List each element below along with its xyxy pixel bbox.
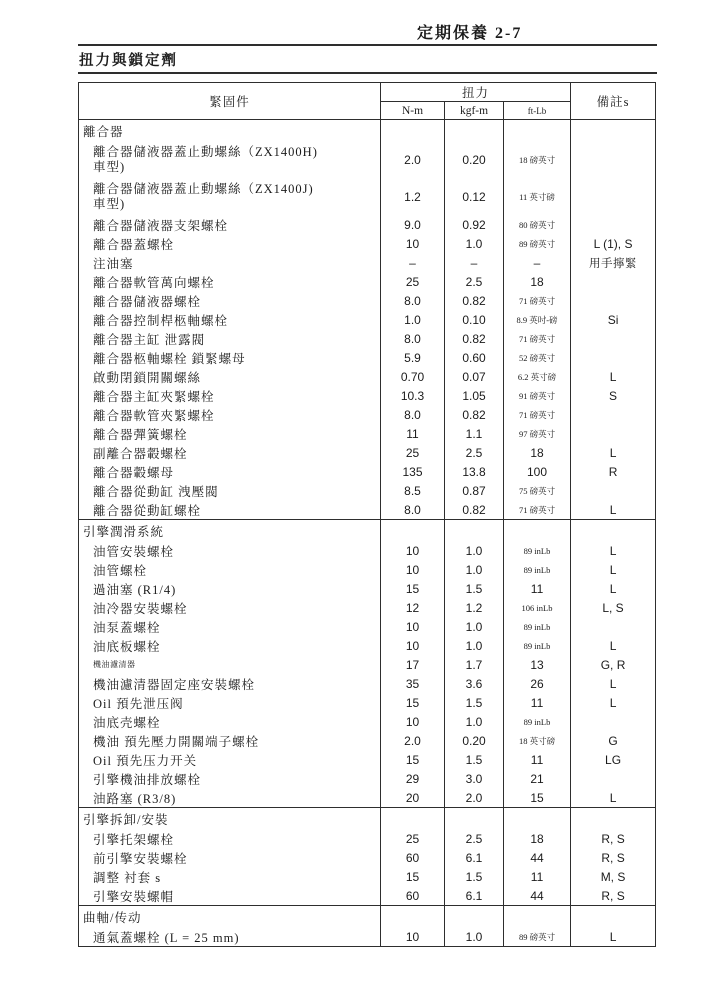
remark-cell: L (609, 676, 617, 691)
nm-empty-cell (381, 808, 445, 830)
fastener-name-cell: 機油 預先壓力開關端子螺栓 (79, 731, 381, 750)
ftlb-value-cell: 6.2 英寸磅 (504, 367, 571, 386)
fastener-row (79, 272, 656, 291)
torque-table (78, 82, 656, 947)
fastener-row (79, 253, 656, 272)
fastener-name-cell: 通氣蓋螺栓 (L = 25 mm) (79, 927, 381, 947)
fastener-name-cell: 離合器軟管萬向螺栓 (79, 272, 381, 291)
kgfm-empty-cell (445, 808, 504, 830)
remark-cell (571, 424, 656, 443)
fastener-row (79, 693, 656, 712)
kgfm-value-cell: 0.07 (445, 367, 504, 386)
section-header-row (79, 120, 656, 142)
remark-cell: LG (605, 752, 622, 767)
remark-cell (571, 769, 656, 788)
kgfm-value-cell: 1.5 (445, 579, 504, 598)
fastener-name-cell: 離合器從動缸螺栓 (79, 500, 381, 520)
header-rule-bottom (78, 72, 657, 74)
fastener-row (79, 655, 656, 674)
kgfm-value-cell: 0.12 (445, 178, 504, 215)
kgfm-value-cell: 1.0 (445, 560, 504, 579)
ftlb-value-cell: 97 磅英寸 (504, 424, 571, 443)
remark-cell: R (608, 464, 618, 479)
kgfm-value-cell: 6.1 (445, 848, 504, 867)
nm-empty-cell (381, 906, 445, 928)
remark-cell: L (609, 581, 617, 596)
remark-cell: S (609, 388, 618, 403)
nm-value-cell: 10 (381, 712, 445, 731)
kgfm-value-cell: 1.0 (445, 234, 504, 253)
remark-cell: L (609, 562, 617, 577)
nm-value-cell: 2.0 (381, 141, 445, 178)
fastener-name-cell: 啟動閉鎖開關螺絲 (79, 367, 381, 386)
kgfm-value-cell: 0.60 (445, 348, 504, 367)
remark-empty-cell (571, 906, 656, 928)
nm-value-cell: 10 (381, 617, 445, 636)
fastener-name-cell: 前引擎安裝螺栓 (79, 848, 381, 867)
fastener-name-cell: Oil 預先压力开关 (79, 750, 381, 769)
fastener-name-cell: 離合器儲液器支架螺栓 (79, 215, 381, 234)
ftlb-value-cell: 106 inLb (504, 598, 571, 617)
fastener-name-cell: Oil 預先泄压阀 (79, 693, 381, 712)
kgfm-value-cell: 1.1 (445, 424, 504, 443)
nm-value-cell: 8.0 (381, 291, 445, 310)
ftlb-value-cell: 71 磅英寸 (504, 291, 571, 310)
ftlb-value-cell: 44 (504, 848, 571, 867)
nm-value-cell: 15 (381, 867, 445, 886)
fastener-name-cell: 油管螺栓 (79, 560, 381, 579)
remark-cell: G, R (600, 657, 626, 672)
ftlb-value-cell: 71 磅英寸 (504, 500, 571, 520)
nm-value-cell: 29 (381, 769, 445, 788)
fastener-name-cell: 引擎托架螺栓 (79, 829, 381, 848)
remark-cell (571, 481, 656, 500)
fastener-row (79, 367, 656, 386)
fastener-row (79, 386, 656, 405)
header-rule-top (78, 44, 657, 46)
ftlb-value-cell: 11 英寸磅 (504, 178, 571, 215)
fastener-name-cell: 離合器彈簧螺栓 (79, 424, 381, 443)
col-header-fastener: 緊固件 (79, 83, 381, 120)
kgfm-value-cell: 0.10 (445, 310, 504, 329)
ftlb-value-cell: 26 (504, 674, 571, 693)
fastener-row (79, 674, 656, 693)
ftlb-value-cell: 11 (504, 579, 571, 598)
kgfm-value-cell: 2.5 (445, 272, 504, 291)
fastener-name-cell: 油底板螺栓 (79, 636, 381, 655)
nm-value-cell: 15 (381, 693, 445, 712)
ftlb-value-cell: 75 磅英寸 (504, 481, 571, 500)
section-header-row (79, 520, 656, 542)
section-header-row (79, 906, 656, 928)
fastener-name-cell: 引擎機油排放螺栓 (79, 769, 381, 788)
kgfm-value-cell: 1.0 (445, 927, 504, 947)
nm-value-cell: 0.70 (381, 367, 445, 386)
fastener-row (79, 481, 656, 500)
fastener-name-cell: 離合器從動缸 洩壓閥 (79, 481, 381, 500)
fastener-row (79, 867, 656, 886)
fastener-row (79, 712, 656, 731)
ftlb-empty-cell (504, 906, 571, 928)
fastener-row (79, 788, 656, 808)
fastener-name-cell: 機油濾清器固定座安裝螺栓 (79, 674, 381, 693)
nm-value-cell: 25 (381, 829, 445, 848)
kgfm-value-cell: 0.82 (445, 405, 504, 424)
section-name-cell: 引擎拆卸/安裝 (79, 808, 381, 830)
kgfm-value-cell: 0.20 (445, 731, 504, 750)
nm-value-cell: 15 (381, 579, 445, 598)
nm-value-cell: 10 (381, 927, 445, 947)
fastener-row (79, 927, 656, 947)
nm-value-cell: 15 (381, 750, 445, 769)
fastener-row (79, 443, 656, 462)
kgfm-value-cell: 2.5 (445, 829, 504, 848)
fastener-name-cell: 離合器蓋螺栓 (79, 234, 381, 253)
section-name-cell: 引擎潤滑系統 (79, 520, 381, 542)
kgfm-value-cell: 1.5 (445, 693, 504, 712)
page-title: 定期保養 2-7 (417, 25, 523, 42)
fastener-name-cell: 離合器儲液器螺栓 (79, 291, 381, 310)
fastener-row (79, 731, 656, 750)
fastener-row (79, 178, 656, 215)
remark-cell: L, S (602, 600, 624, 615)
fastener-name-cell: 離合器儲液器蓋止動螺絲（ZX1400J) 車型) (79, 178, 381, 215)
fastener-row (79, 769, 656, 788)
kgfm-value-cell: 1.0 (445, 636, 504, 655)
nm-value-cell: 135 (381, 462, 445, 481)
ftlb-empty-cell (504, 120, 571, 142)
ftlb-value-cell: 71 磅英寸 (504, 329, 571, 348)
fastener-name-cell: 油冷器安裝螺栓 (79, 598, 381, 617)
section-header-row (79, 808, 656, 830)
ftlb-empty-cell (504, 520, 571, 542)
kgfm-value-cell: 1.5 (445, 867, 504, 886)
ftlb-value-cell: 44 (504, 886, 571, 906)
torque-table-header (79, 83, 656, 120)
fastener-name-cell: 機油濾清器 (79, 655, 381, 674)
ftlb-value-cell: 91 磅英寸 (504, 386, 571, 405)
kgfm-value-cell: 0.92 (445, 215, 504, 234)
nm-value-cell: 20 (381, 788, 445, 808)
fastener-row (79, 829, 656, 848)
fastener-name-cell: 油泵蓋螺栓 (79, 617, 381, 636)
kgfm-value-cell: 2.0 (445, 788, 504, 808)
fastener-row (79, 579, 656, 598)
fastener-row (79, 636, 656, 655)
remark-cell: L (609, 695, 617, 710)
fastener-row (79, 560, 656, 579)
remark-cell: L (609, 445, 617, 460)
nm-value-cell: 17 (381, 655, 445, 674)
remark-cell: M, S (600, 869, 626, 884)
ftlb-value-cell: 89 inLb (504, 636, 571, 655)
remark-cell: L (609, 543, 617, 558)
remark-cell: L (609, 929, 617, 944)
kgfm-value-cell: 0.20 (445, 141, 504, 178)
fastener-row (79, 848, 656, 867)
fastener-name-cell: 離合器轂螺母 (79, 462, 381, 481)
ftlb-value-cell: 18 (504, 829, 571, 848)
nm-value-cell: 11 (381, 424, 445, 443)
kgfm-value-cell: 1.05 (445, 386, 504, 405)
fastener-row (79, 348, 656, 367)
nm-empty-cell (381, 120, 445, 142)
col-header-nm: N-m (381, 102, 445, 120)
nm-value-cell: 10 (381, 636, 445, 655)
ftlb-value-cell: 89 磅英寸 (504, 927, 571, 947)
kgfm-value-cell: 3.6 (445, 674, 504, 693)
remark-cell: R, S (601, 831, 625, 846)
nm-value-cell: 60 (381, 848, 445, 867)
remark-cell: L (1), S (593, 236, 633, 251)
fastener-row (79, 424, 656, 443)
remark-cell (571, 291, 656, 310)
ftlb-value-cell: 89 inLb (504, 560, 571, 579)
ftlb-value-cell: 89 inLb (504, 712, 571, 731)
kgfm-value-cell: 0.82 (445, 329, 504, 348)
fastener-name-cell: 調整 衬套 s (79, 867, 381, 886)
remark-empty-cell (571, 520, 656, 542)
remark-cell (571, 712, 656, 731)
ftlb-value-cell: 71 磅英寸 (504, 405, 571, 424)
nm-value-cell: 8.0 (381, 500, 445, 520)
kgfm-value-cell: 3.0 (445, 769, 504, 788)
remark-cell (571, 329, 656, 348)
header-row-top (79, 83, 656, 102)
kgfm-empty-cell (445, 520, 504, 542)
ftlb-value-cell: 11 (504, 693, 571, 712)
ftlb-value-cell: 13 (504, 655, 571, 674)
kgfm-empty-cell (445, 906, 504, 928)
nm-value-cell: 8.5 (381, 481, 445, 500)
fastener-row (79, 329, 656, 348)
fastener-row (79, 310, 656, 329)
remark-cell: R, S (601, 850, 625, 865)
fastener-row (79, 234, 656, 253)
nm-value-cell: – (381, 253, 445, 272)
kgfm-empty-cell (445, 120, 504, 142)
ftlb-value-cell: 89 inLb (504, 541, 571, 560)
ftlb-value-cell: 89 inLb (504, 617, 571, 636)
fastener-name-cell: 離合器軟管夾緊螺栓 (79, 405, 381, 424)
torque-table-body (79, 120, 656, 947)
fastener-name-cell: 離合器主缸 泄露閥 (79, 329, 381, 348)
fastener-row (79, 598, 656, 617)
nm-value-cell: 9.0 (381, 215, 445, 234)
ftlb-value-cell: 80 磅英寸 (504, 215, 571, 234)
fastener-name-cell: 離合器儲液器蓋止動螺絲（ZX1400H) 車型) (79, 141, 381, 178)
nm-value-cell: 25 (381, 443, 445, 462)
nm-value-cell: 35 (381, 674, 445, 693)
nm-value-cell: 10 (381, 541, 445, 560)
fastener-row (79, 405, 656, 424)
remark-cell (571, 405, 656, 424)
fastener-name-cell: 離合器主缸夾緊螺栓 (79, 386, 381, 405)
kgfm-value-cell: 1.5 (445, 750, 504, 769)
fastener-row (79, 500, 656, 520)
ftlb-value-cell: 18 (504, 443, 571, 462)
col-header-remarks: 備註s (571, 83, 656, 120)
kgfm-value-cell: 1.0 (445, 712, 504, 731)
section-name-cell: 離合器 (79, 120, 381, 142)
fastener-name-cell: 離合器控制桿柩軸螺栓 (79, 310, 381, 329)
col-header-torque: 扭力 (381, 83, 571, 102)
fastener-row (79, 215, 656, 234)
ftlb-value-cell: 18 磅英寸 (504, 141, 571, 178)
remark-empty-cell (571, 120, 656, 142)
remark-cell (571, 617, 656, 636)
kgfm-value-cell: – (445, 253, 504, 272)
section-name-cell: 曲軸/传动 (79, 906, 381, 928)
remark-cell (571, 272, 656, 291)
kgfm-value-cell: 6.1 (445, 886, 504, 906)
remark-cell: L (609, 790, 617, 805)
nm-value-cell: 5.9 (381, 348, 445, 367)
kgfm-value-cell: 0.87 (445, 481, 504, 500)
remark-cell: L (609, 638, 617, 653)
fastener-name-cell: 油路塞 (R3/8) (79, 788, 381, 808)
nm-value-cell: 8.0 (381, 405, 445, 424)
ftlb-value-cell: – (504, 253, 571, 272)
remark-cell: L (609, 369, 617, 384)
nm-empty-cell (381, 520, 445, 542)
ftlb-value-cell: 15 (504, 788, 571, 808)
section-title: 扭力與鎖定劑 (79, 53, 178, 69)
nm-value-cell: 25 (381, 272, 445, 291)
ftlb-value-cell: 11 (504, 750, 571, 769)
nm-value-cell: 10 (381, 560, 445, 579)
fastener-name-cell: 副離合器轂螺栓 (79, 443, 381, 462)
remark-cell (571, 215, 656, 234)
ftlb-value-cell: 52 磅英寸 (504, 348, 571, 367)
ftlb-value-cell: 8.9 英吋-磅 (504, 310, 571, 329)
remark-empty-cell (571, 808, 656, 830)
fastener-row (79, 462, 656, 481)
kgfm-value-cell: 13.8 (445, 462, 504, 481)
kgfm-value-cell: 0.82 (445, 500, 504, 520)
ftlb-value-cell: 21 (504, 769, 571, 788)
kgfm-value-cell: 1.2 (445, 598, 504, 617)
col-header-ftlb: ft-Lb (504, 102, 571, 120)
fastener-name-cell: 引擎安裝螺帽 (79, 886, 381, 906)
fastener-name-cell: 注油塞 (79, 253, 381, 272)
fastener-row (79, 141, 656, 178)
fastener-row (79, 750, 656, 769)
kgfm-value-cell: 1.0 (445, 541, 504, 560)
col-header-kgfm: kgf-m (445, 102, 504, 120)
nm-value-cell: 8.0 (381, 329, 445, 348)
fastener-name-cell: 離合器柩軸螺栓 鎖緊螺母 (79, 348, 381, 367)
remark-cell (571, 348, 656, 367)
nm-value-cell: 2.0 (381, 731, 445, 750)
remark-cell: G (608, 733, 618, 748)
nm-value-cell: 60 (381, 886, 445, 906)
fastener-name-cell: 油管安裝螺栓 (79, 541, 381, 560)
kgfm-value-cell: 1.7 (445, 655, 504, 674)
fastener-name-cell: 油底壳螺栓 (79, 712, 381, 731)
nm-value-cell: 12 (381, 598, 445, 617)
nm-value-cell: 1.0 (381, 310, 445, 329)
fastener-row (79, 886, 656, 906)
fastener-row (79, 541, 656, 560)
kgfm-value-cell: 1.0 (445, 617, 504, 636)
ftlb-value-cell: 100 (504, 462, 571, 481)
nm-value-cell: 1.2 (381, 178, 445, 215)
ftlb-empty-cell (504, 808, 571, 830)
nm-value-cell: 10 (381, 234, 445, 253)
nm-value-cell: 10.3 (381, 386, 445, 405)
fastener-name-cell: 過油塞 (R1/4) (79, 579, 381, 598)
kgfm-value-cell: 2.5 (445, 443, 504, 462)
remark-cell: 用手擰緊 (589, 257, 638, 270)
remark-cell (571, 141, 656, 178)
fastener-row (79, 291, 656, 310)
ftlb-value-cell: 89 磅英寸 (504, 234, 571, 253)
remark-cell: Si (607, 312, 619, 327)
kgfm-value-cell: 0.82 (445, 291, 504, 310)
fastener-row (79, 617, 656, 636)
ftlb-value-cell: 18 英寸磅 (504, 731, 571, 750)
remark-cell: R, S (601, 888, 625, 903)
ftlb-value-cell: 18 (504, 272, 571, 291)
ftlb-value-cell: 11 (504, 867, 571, 886)
remark-cell: L (609, 502, 617, 517)
remark-cell (571, 178, 656, 215)
